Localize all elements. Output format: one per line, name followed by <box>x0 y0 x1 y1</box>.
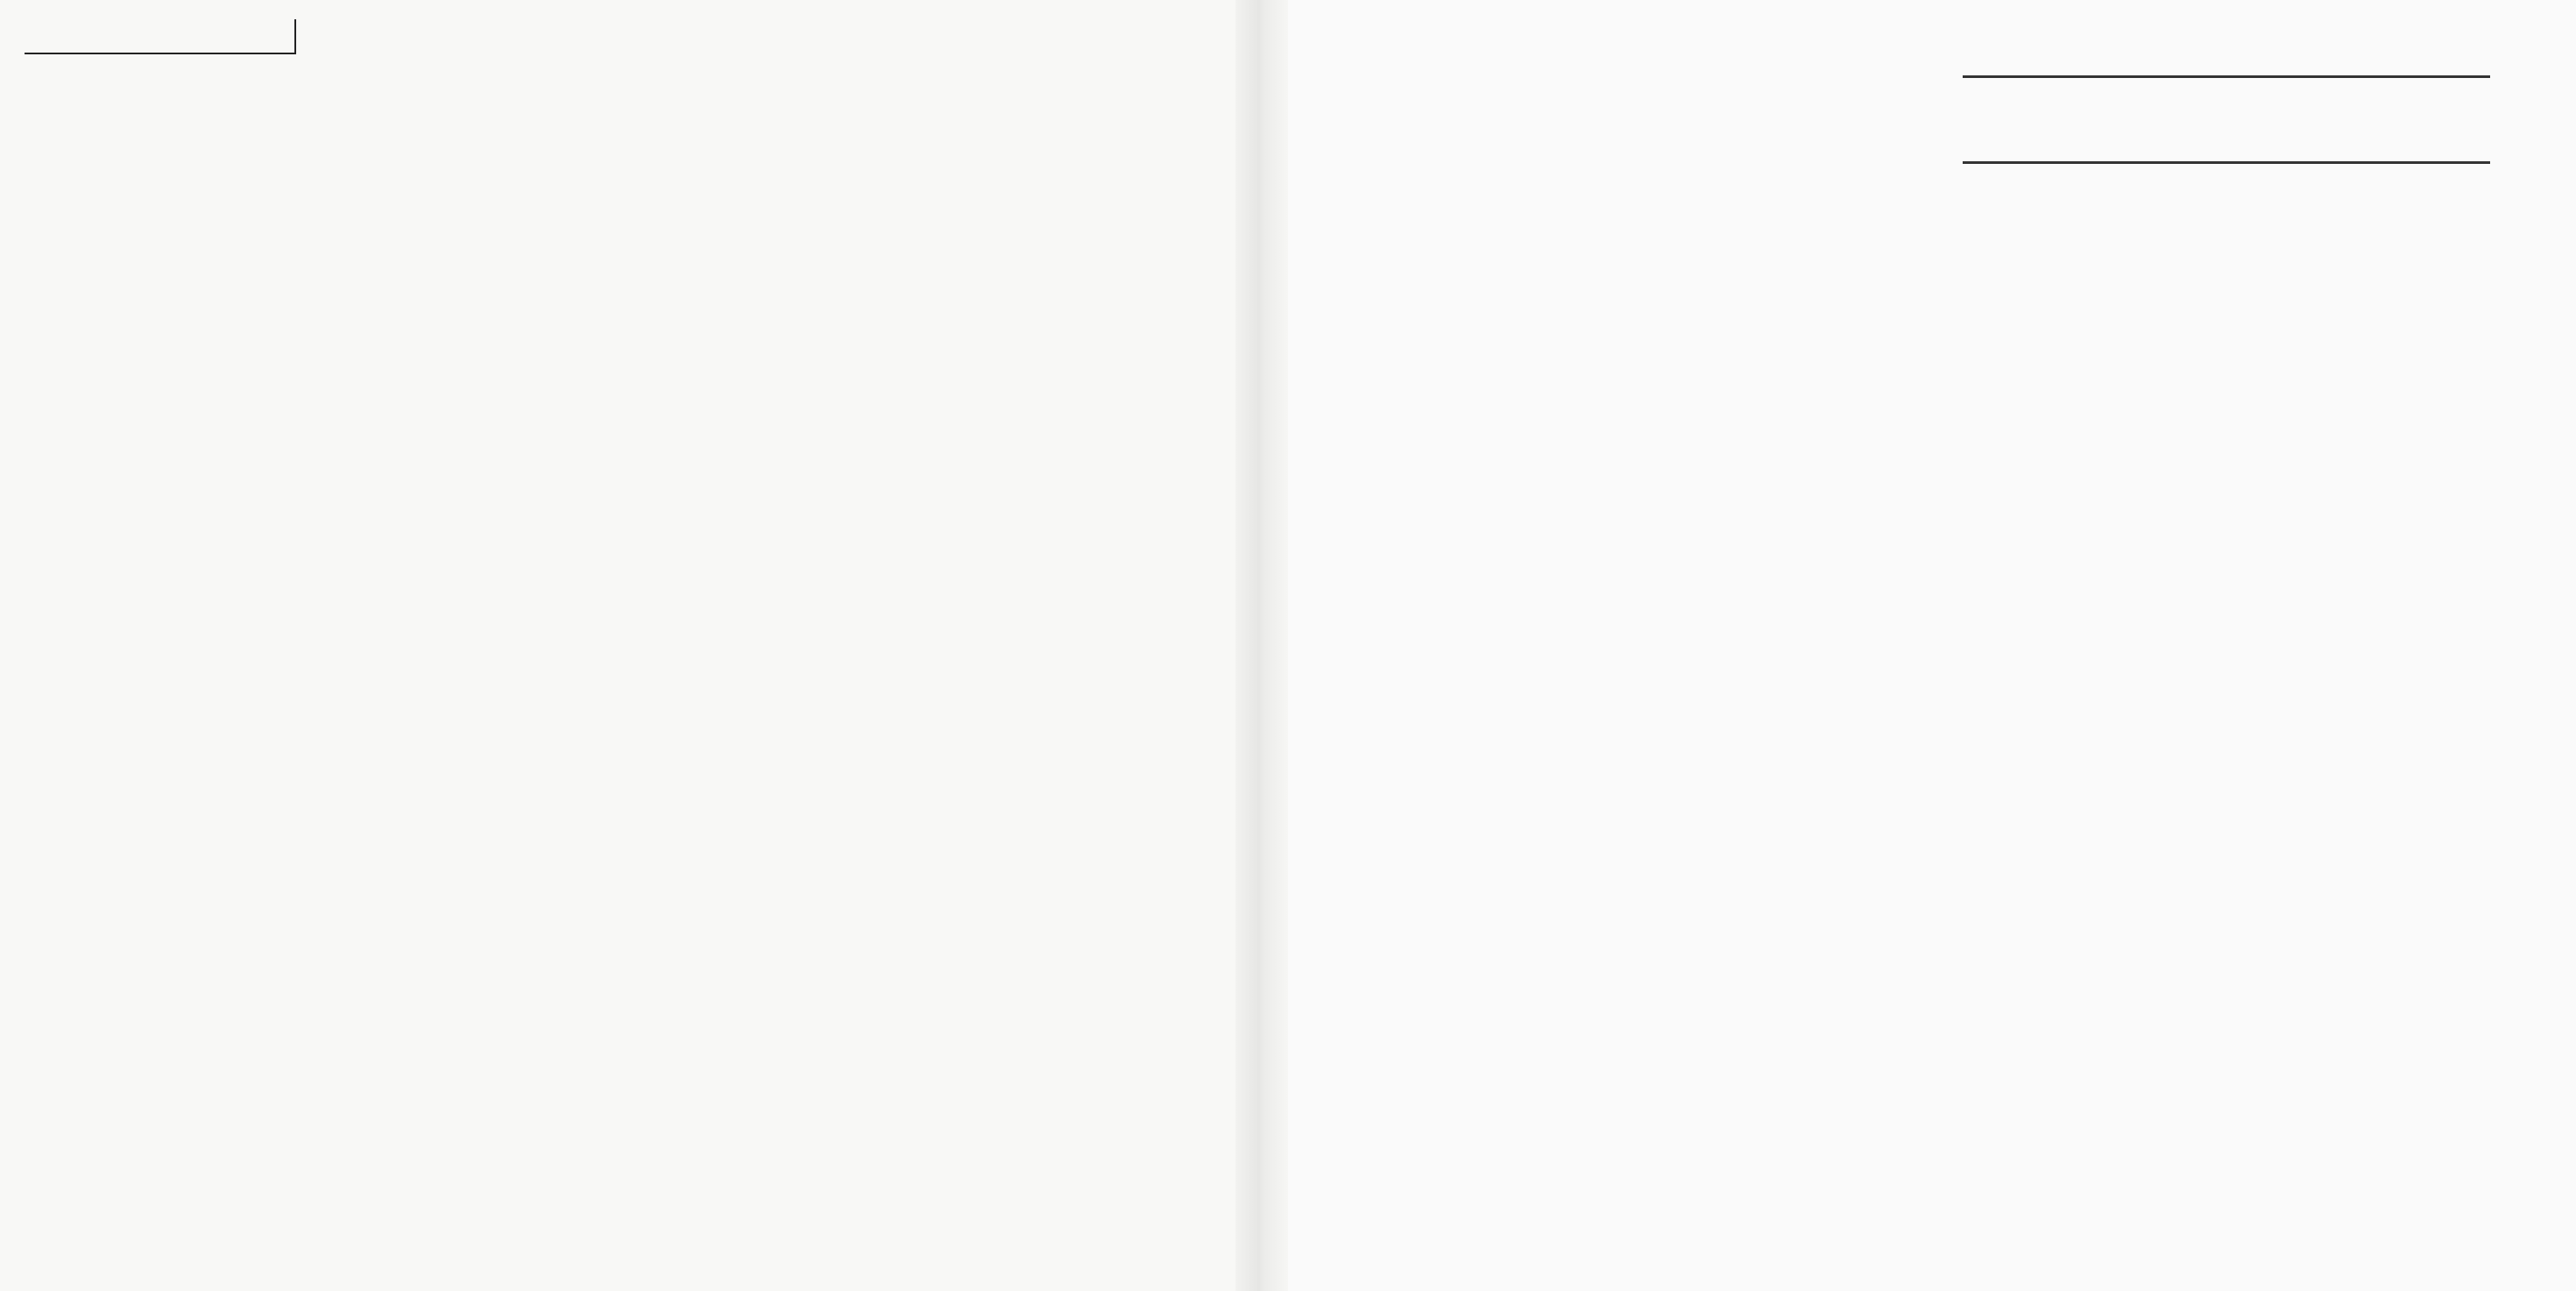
left-page <box>0 0 1262 1291</box>
running-header <box>25 19 296 54</box>
running-header-bleed <box>2287 12 2550 42</box>
right-page <box>1262 0 2576 1291</box>
chronology-rule-top <box>1963 75 2490 78</box>
book-gutter <box>1235 0 1288 1291</box>
chronology-rule-bottom <box>1963 161 2490 164</box>
